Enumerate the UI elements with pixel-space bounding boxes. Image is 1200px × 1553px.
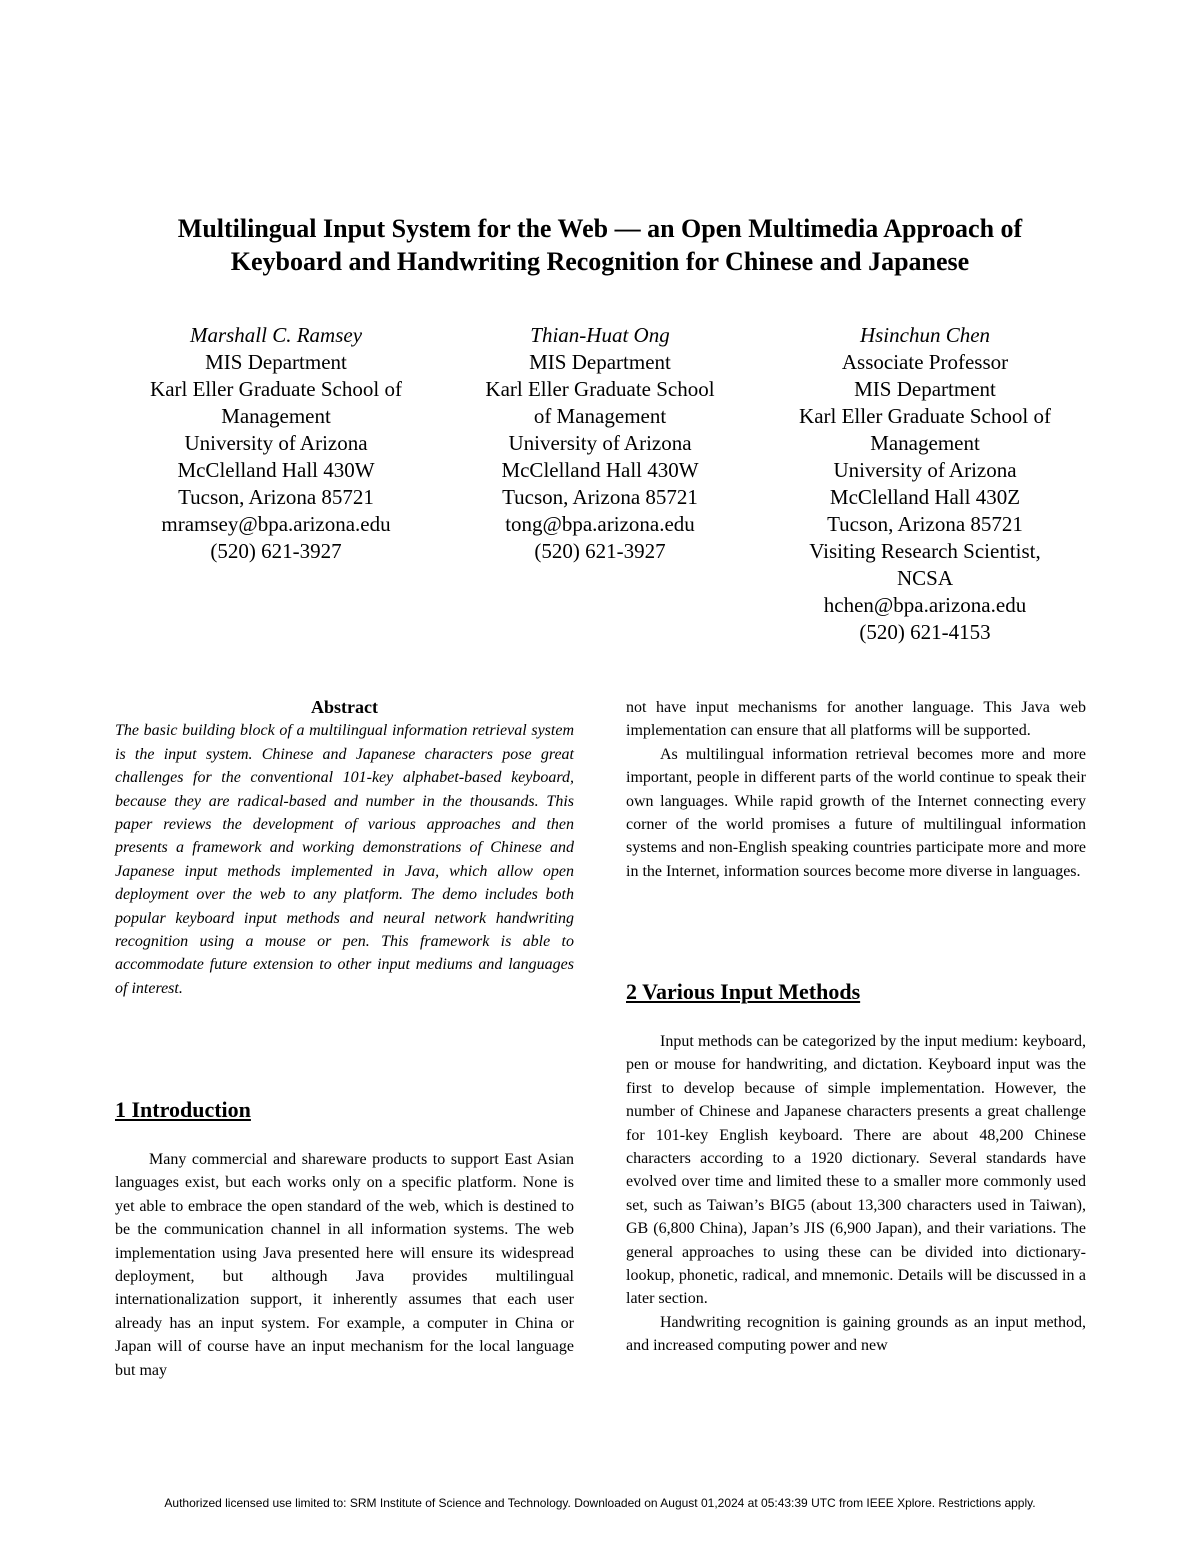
author-block-ong [450,322,750,565]
intro-paragraph-1: Many commercial and shareware products to support East Asian languages exist, but each works only on a specific platform. None is yet able to embrace the open standard of the web, which is destined to be the communication channel in all information systems. The web implementation using Java presented here will ensure its widespread deployment, but although Java provides multilingual internationalization support, it inherently assumes that each user already has an input system. For example, a computer in China or Japan will of course have an input mechanism for the local language but may [115,1151,574,1379]
title-line-1: Multilingual Input System for the Web — an Open Multimedia Approach of [177,214,1023,243]
section-heading-input-methods: 2 Various Input Methods [626,979,861,1004]
author-line: Management [870,431,980,455]
author-line: University of Arizona [833,458,1017,482]
section-heading-introduction: 1 Introduction [115,1097,251,1122]
author-phone: (520) 621-4153 [859,620,991,644]
author-line: MIS Department [529,350,671,374]
author-name: Thian-Huat Ong [530,323,670,347]
abstract-text: The basic building block of a multilingual information retrieval system is the input system. Chinese and Japanese characters pose great challenges for the conventional 101-key alphabet-based keyboard, because they are radical-based and number in the thousands. This paper reviews the development of various approaches and then presents a framework and working demonstrations of Chinese and Japanese input methods implemented in Java, which allow open deployment over the web to any platform. The demo includes both popular keyboard input methods and neural network handwriting recognition using a mouse or pen. This framework is able to accommodate future extension to other input mediums and languages of interest. [115,722,574,997]
author-line: University of Arizona [184,431,368,455]
author-line: McClelland Hall 430W [177,458,375,482]
author-line: Visiting Research Scientist, [809,539,1041,563]
author-line: McClelland Hall 430Z [829,485,1021,509]
paper-title [100,212,1100,278]
methods-paragraph-1: Input methods can be categorized by the input medium: keyboard, pen or mouse for handwriting, and dictation. Keyboard input was the first to develop because of simple implementation. However, the number of Chinese and Japanese characters presents a great challenge for 101-key English keyboard. There are about 48,200 Chinese characters according to a 1920 dictionary. Several standards have evolved over time and limited these to a smaller more commonly used set, such as Taiwan’s BIG5 (about 13,300 characters used in Taiwan), GB (6,800 China), Japan’s JIS (6,900 Japan), and their variations. The general approaches to using these can be divided into dictionary-lookup, phonetic, radical, and mnemonic. Details will be discussed in a later section. [626,1033,1086,1308]
methods-paragraph-2: Handwriting recognition is gaining grounds as an input method, and increased computing power and new [626,1313,1086,1355]
author-email: mramsey@bpa.arizona.edu [161,512,391,536]
author-line: of Management [533,404,667,428]
author-line: Tucson, Arizona 85721 [178,485,374,509]
author-line: Management [221,404,331,428]
author-line: MIS Department [205,350,347,374]
abstract-heading: Abstract [311,697,378,717]
author-block-chen [770,322,1080,646]
author-name: Marshall C. Ramsey [189,323,363,347]
author-line: MIS Department [854,377,996,401]
author-line: Associate Professor [841,350,1009,374]
author-line: Karl Eller Graduate School of [150,377,402,401]
author-line: McClelland Hall 430W [501,458,699,482]
author-line: University of Arizona [508,431,692,455]
abstract-block [115,696,574,1000]
intro-paragraph-1-end: not have input mechanisms for another language. This Java web implementation can ensure that all platforms will be supported. [626,699,1086,740]
author-block-ramsey [118,322,434,565]
author-line: Karl Eller Graduate School of [799,404,1051,428]
intro-continuation [626,696,1086,883]
author-name: Hsinchun Chen [859,323,991,347]
author-email: hchen@bpa.arizona.edu [823,593,1027,617]
author-line: NCSA [896,566,954,590]
author-line: Tucson, Arizona 85721 [502,485,698,509]
author-line: Tucson, Arizona 85721 [827,512,1023,536]
author-email: tong@bpa.arizona.edu [505,512,695,536]
methods-body [626,1030,1086,1358]
title-line-2: Keyboard and Handwriting Recognition for Chinese and Japanese [230,247,970,276]
author-phone: (520) 621-3927 [534,539,666,563]
license-footer: Authorized licensed use limited to: SRM Institute of Science and Technology. Downloaded on August 01,2024 at 05:43:39 UTC from IEEE Xplore. Restrictions apply. [164,1496,1036,1510]
author-line: Karl Eller Graduate School [485,377,715,401]
author-phone: (520) 621-3927 [210,539,342,563]
intro-paragraph-2: As multilingual information retrieval becomes more and more important, people in different parts of the world continue to speak their own languages. While rapid growth of the Internet connecting every corner of the world promises a future of multilingual information systems and non-English speaking countries participate more and more in the Internet, information sources become more diverse in languages. [626,745,1086,880]
